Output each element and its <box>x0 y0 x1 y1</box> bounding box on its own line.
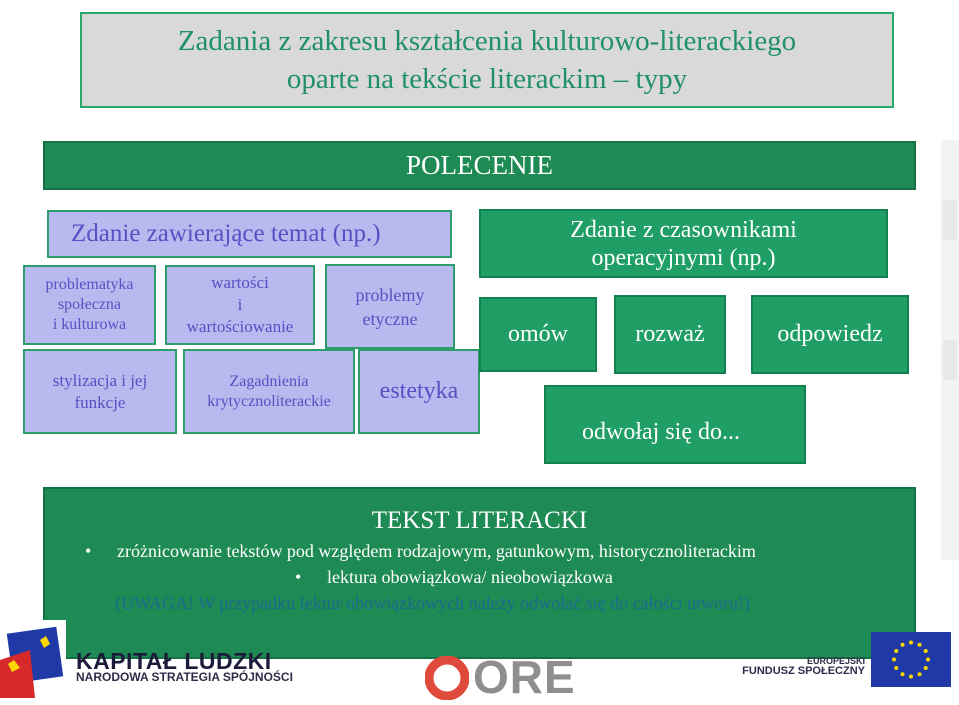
topic-box-line: społeczna <box>57 296 122 313</box>
eu-star-icon <box>909 675 913 679</box>
kapital-ludzki-title: KAPITAŁ LUDZKI <box>76 648 272 674</box>
eu-star-icon <box>918 643 922 647</box>
polecenie-label: POLECENIE <box>406 150 553 180</box>
topic-box-line: etyczne <box>362 308 418 329</box>
eu-star-icon <box>894 666 898 670</box>
verb-label: odwołaj się do... <box>582 419 740 445</box>
topic-box-line: Zagadnienia <box>229 372 309 390</box>
topic-box-line: stylizacja i jej <box>52 370 148 390</box>
eu-flag-icon <box>871 632 951 687</box>
efs-line-2: FUNDUSZ SPOŁECZNY <box>742 665 865 677</box>
topic-box-problematyka <box>23 265 156 345</box>
topic-box-line: problematyka <box>45 276 134 293</box>
decorative-stripe <box>941 140 959 560</box>
verb-label: rozważ <box>635 321 705 347</box>
eu-star-icon <box>918 672 922 676</box>
verb-box-odpowiedz <box>751 295 909 374</box>
kapital-ludzki-logo-icon <box>0 620 66 698</box>
note-text: (UWAGA! W przypadku lektur obowiązkowych należy odwołać się do całości utworu!) <box>115 593 751 613</box>
ore-circle-icon <box>425 656 469 700</box>
topic-box-stylizacja <box>23 349 177 434</box>
ore-logo-text: ORE <box>473 651 576 703</box>
topic-box-problemy-etyczne <box>325 264 455 349</box>
eu-star-icon <box>924 649 928 653</box>
operational-verbs-header <box>479 209 888 278</box>
topic-box-line: estetyka <box>379 378 459 404</box>
verb-box-omow <box>479 297 597 372</box>
literary-text-title: TEKST LITERACKI <box>371 507 588 534</box>
topic-box-line: wartości <box>211 273 269 292</box>
topic-box-estetyka <box>358 349 480 434</box>
topic-box-line: i kulturowa <box>52 316 127 333</box>
verb-label: omów <box>508 321 568 347</box>
topic-box-line: problemy <box>355 284 425 305</box>
topic-box-line: krytycznoliterackie <box>207 392 331 410</box>
eu-star-icon <box>924 666 928 670</box>
kapital-ludzki-logo <box>76 648 296 688</box>
page-title <box>80 12 894 108</box>
eu-star-icon <box>909 641 913 645</box>
page-title-line-2: oparte na tekście literackim – typy <box>286 63 688 95</box>
efs-line-1: EUROPEJSKI <box>806 656 865 666</box>
topic-box-wartosci <box>165 265 315 345</box>
topic-box-line: i <box>237 295 243 314</box>
verb-box-rozwaz <box>614 295 726 374</box>
verb-label: odpowiedz <box>777 321 883 347</box>
eu-star-icon <box>926 658 930 662</box>
topic-sentence-label: Zdanie zawierające temat (np.) <box>71 220 381 247</box>
operational-verbs-line-1: Zdanie z czasownikami <box>570 216 797 243</box>
list-item-text: zróżnicowanie tekstów pod względem rodzajowym, gatunkowym, historycznoliterackim <box>117 541 756 561</box>
kapital-ludzki-subtitle: NARODOWA STRATEGIA SPÓJNOŚCI <box>76 670 293 684</box>
bullet-icon: • <box>295 567 302 587</box>
verb-box-odwolaj <box>544 385 806 464</box>
eu-star-icon <box>892 658 896 662</box>
eu-star-icon <box>894 649 898 653</box>
topic-box-line: funkcje <box>74 392 126 412</box>
ore-logo <box>425 651 576 703</box>
eu-star-icon <box>901 672 905 676</box>
topic-sentence-header <box>47 210 452 258</box>
list-item-text: lektura obowiązkowa/ nieobowiązkowa <box>327 567 613 587</box>
efs-logo-text <box>742 656 865 696</box>
topic-box-line: wartościowanie <box>186 317 294 336</box>
page-title-line-1: Zadania z zakresu kształcenia kulturowo-literackiego <box>177 25 797 57</box>
literary-text-box <box>43 487 916 659</box>
eu-star-icon <box>901 643 905 647</box>
topic-box-zagadnienia <box>183 349 355 434</box>
operational-verbs-line-2: operacyjnymi (np.) <box>591 244 776 271</box>
bullet-icon: • <box>85 541 92 561</box>
polecenie-bar <box>43 141 916 190</box>
